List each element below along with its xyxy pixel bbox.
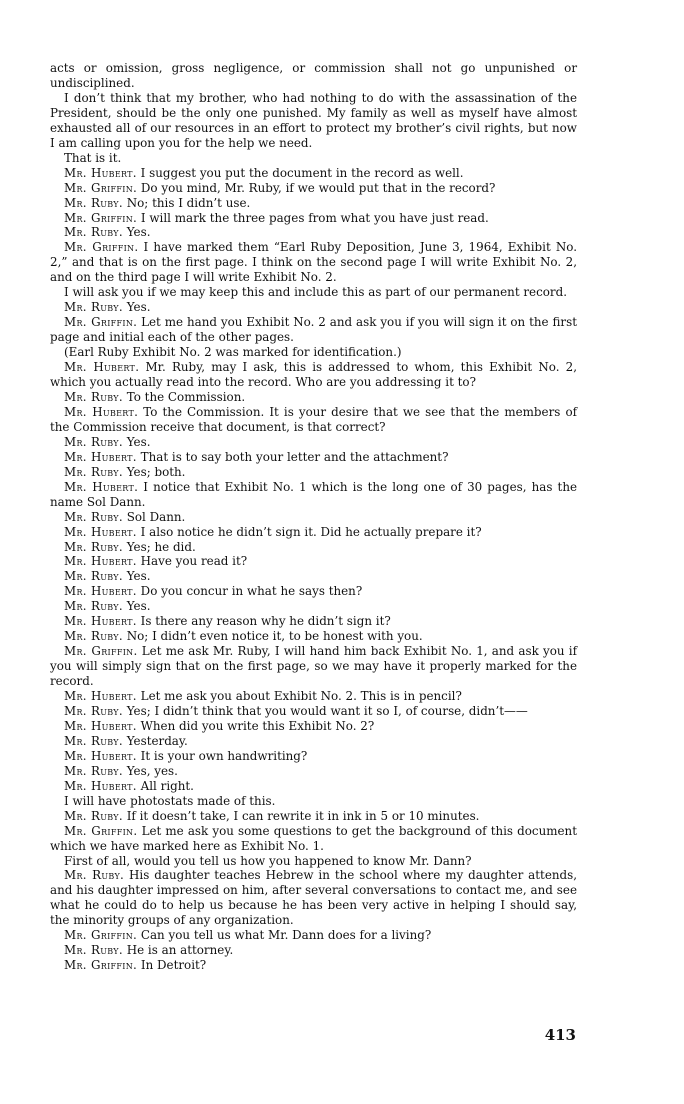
speaker-name: Mr. Ruby. (64, 434, 123, 449)
paragraph-text: I will mark the three pages from what you have just read. (140, 210, 489, 225)
speaker-name: Mr. Ruby. (64, 464, 123, 479)
speaker-name: Mr. Hubert. (64, 479, 139, 494)
testimony-line (50, 704, 577, 719)
testimony-line (50, 360, 577, 390)
paragraph-text: It is your own handwriting? (140, 748, 308, 763)
speaker-name: Mr. Hubert. (64, 614, 137, 629)
paragraph-text: Yesterday. (126, 733, 188, 748)
testimony-line (50, 405, 577, 435)
paragraph-text: To the Commission. It is your desire that we see that the members of the Commission receive that document, is that correct? (50, 404, 577, 434)
paragraph-text: Yes; he did. (126, 539, 196, 554)
testimony-line (50, 749, 577, 764)
testimony-line (50, 868, 577, 928)
paragraph-text: First of all, would you tell us how you happened to know Mr. Dann? (64, 853, 472, 868)
paragraph-text: acts or omission, gross negligence, or commission shall not go unpunished or undisciplined. (50, 61, 577, 90)
text-paragraph (50, 854, 577, 869)
testimony-line (50, 540, 577, 555)
speaker-name: Mr. Ruby. (64, 703, 123, 718)
page-number: 413 (544, 1026, 576, 1044)
testimony-line (50, 525, 577, 540)
speaker-name: Mr. Griffin. (64, 928, 138, 943)
paragraph-text: All right. (140, 778, 194, 793)
paragraph-text: Have you read it? (140, 554, 248, 569)
paragraph-text: If it doesn’t take, I can rewrite it in ink in 5 or 10 minutes. (126, 808, 480, 823)
paragraph-text: I also notice he didn’t sign it. Did he actually prepare it? (140, 524, 482, 539)
paragraph-text: Yes, yes. (126, 763, 178, 778)
speaker-name: Mr. Ruby. (64, 539, 123, 554)
testimony-line (50, 584, 577, 599)
testimony-line (50, 629, 577, 644)
paragraph-text: Yes. (126, 599, 151, 614)
testimony-line (50, 450, 577, 465)
paragraph-text: No; this I didn’t use. (126, 195, 251, 210)
testimony-line (50, 958, 577, 973)
testimony-line (50, 300, 577, 315)
paragraph-text: I have marked them “Earl Ruby Deposition, June 3, 1964, Exhibit No. 2,” and that is on the first page. I think on the second page I will write Exhibit No. 2, and on the third page I will write Exhibit No. 2. (50, 240, 577, 285)
testimony-line (50, 644, 577, 689)
paragraph-text: That is it. (64, 150, 122, 165)
speaker-name: Mr. Ruby. (64, 629, 123, 644)
testimony-line (50, 569, 577, 584)
testimony-line (50, 315, 577, 345)
paragraph-text: When did you write this Exhibit No. 2? (140, 718, 375, 733)
testimony-line (50, 390, 577, 405)
paragraph-text: Let me ask you about Exhibit No. 2. This is in pencil? (140, 689, 462, 704)
speaker-name: Mr. Ruby. (64, 733, 123, 748)
speaker-name: Mr. Ruby. (64, 389, 123, 404)
paragraph-text: Do you mind, Mr. Ruby, if we would put that in the record? (140, 180, 496, 195)
speaker-name: Mr. Hubert. (64, 584, 137, 599)
testimony-line (50, 764, 577, 779)
speaker-name: Mr. Griffin. (64, 958, 138, 973)
paragraph-text: Mr. Ruby, may I ask, this is addressed to whom, this Exhibit No. 2, which you actually read into the record. Who are you addressing it to? (50, 360, 578, 390)
document-body (50, 61, 577, 973)
speaker-name: Mr. Griffin. (64, 240, 139, 255)
paragraph-text: I suggest you put the document in the record as well. (140, 165, 464, 180)
paragraph-text: Yes. (126, 225, 151, 240)
text-paragraph (50, 345, 577, 360)
paragraph-text: In Detroit? (140, 958, 207, 973)
speaker-name: Mr. Hubert. (64, 689, 137, 704)
testimony-line (50, 196, 577, 211)
testimony-line (50, 465, 577, 480)
speaker-name: Mr. Ruby. (64, 300, 123, 315)
text-paragraph (50, 285, 577, 300)
speaker-name: Mr. Griffin. (64, 210, 138, 225)
testimony-line (50, 779, 577, 794)
paragraph-text: No; I didn’t even notice it, to be honest with you. (126, 629, 423, 644)
speaker-name: Mr. Ruby. (64, 599, 123, 614)
testimony-line (50, 824, 577, 854)
paragraph-text: Sol Dann. (126, 509, 186, 524)
testimony-line (50, 480, 577, 510)
paragraph-text: Yes; both. (126, 464, 186, 479)
testimony-line (50, 435, 577, 450)
paragraph-text: Let me ask Mr. Ruby, I will hand him back Exhibit No. 1, and ask you if you will simply sign that on the first page, so we may have it properly marked for the record. (50, 644, 577, 689)
testimony-line (50, 181, 577, 196)
paragraph-text: He is an attorney. (126, 943, 234, 958)
speaker-name: Mr. Hubert. (64, 360, 140, 375)
testimony-line (50, 928, 577, 943)
paragraph-text: To the Commission. (126, 389, 246, 404)
speaker-name: Mr. Hubert. (64, 718, 137, 733)
paragraph-text: Yes; I didn’t think that you would want it so I, of course, didn’t—— (126, 703, 528, 718)
speaker-name: Mr. Hubert. (64, 778, 137, 793)
paragraph-text: I don’t think that my brother, who had nothing to do with the assassination of the President, should be the only one punished. My family as well as myself have almost exhausted all of our resources in an effort to protect my brother’s civil rights, but now I am calling upon you for the help we need. (50, 90, 577, 150)
testimony-line (50, 510, 577, 525)
testimony-line (50, 599, 577, 614)
testimony-line (50, 734, 577, 749)
testimony-line (50, 225, 577, 240)
paragraph-text: Do you concur in what he says then? (140, 584, 363, 599)
testimony-line (50, 166, 577, 181)
testimony-line (50, 719, 577, 734)
paragraph-text: Yes. (126, 569, 151, 584)
speaker-name: Mr. Hubert. (64, 748, 137, 763)
speaker-name: Mr. Griffin. (64, 180, 138, 195)
testimony-line (50, 943, 577, 958)
speaker-name: Mr. Griffin. (64, 644, 138, 659)
testimony-line (50, 240, 577, 285)
paragraph-text: Is there any reason why he didn’t sign it? (140, 614, 391, 629)
paragraph-text: That is to say both your letter and the attachment? (140, 449, 449, 464)
paragraph-text: Let me ask you some questions to get the background of this document which we have marked here as Exhibit No. 1. (50, 823, 577, 853)
testimony-line (50, 554, 577, 569)
speaker-name: Mr. Hubert. (64, 449, 137, 464)
speaker-name: Mr. Ruby. (64, 225, 123, 240)
speaker-name: Mr. Hubert. (64, 404, 139, 419)
paragraph-text: I will have photostats made of this. (64, 793, 276, 808)
paragraph-text: Can you tell us what Mr. Dann does for a living? (140, 928, 432, 943)
testimony-line (50, 614, 577, 629)
text-paragraph (50, 91, 577, 151)
testimony-line (50, 809, 577, 824)
testimony-line (50, 689, 577, 704)
speaker-name: Mr. Griffin. (64, 823, 138, 838)
speaker-name: Mr. Hubert. (64, 554, 137, 569)
paragraph-text: Yes. (126, 300, 151, 315)
speaker-name: Mr. Ruby. (64, 943, 123, 958)
paragraph-text: His daughter teaches Hebrew in the school where my daughter attends, and his daughter impressed on him, after several conversations to contact me, and see what he could do to help us because he has been very active in helping I should say, the minority groups of any organization. (50, 868, 578, 928)
speaker-name: Mr. Ruby. (64, 808, 123, 823)
paragraph-text: I will ask you if we may keep this and include this as part of our permanent record. (64, 285, 567, 300)
speaker-name: Mr. Hubert. (64, 165, 137, 180)
paragraph-text: Let me hand you Exhibit No. 2 and ask you if you will sign it on the first page and initial each of the other pages. (50, 315, 577, 345)
speaker-name: Mr. Hubert. (64, 524, 137, 539)
speaker-name: Mr. Ruby. (64, 569, 123, 584)
speaker-name: Mr. Ruby. (64, 763, 123, 778)
speaker-name: Mr. Ruby. (64, 195, 123, 210)
text-paragraph (50, 151, 577, 166)
speaker-name: Mr. Ruby. (64, 509, 123, 524)
speaker-name: Mr. Ruby. (64, 868, 125, 883)
paragraph-text: (Earl Ruby Exhibit No. 2 was marked for identification.) (64, 345, 402, 360)
text-paragraph (50, 61, 577, 91)
testimony-line (50, 211, 577, 226)
paragraph-text: I notice that Exhibit No. 1 which is the long one of 30 pages, has the name Sol Dann. (50, 479, 578, 509)
text-paragraph (50, 794, 577, 809)
speaker-name: Mr. Griffin. (64, 315, 138, 330)
paragraph-text: Yes. (126, 434, 151, 449)
